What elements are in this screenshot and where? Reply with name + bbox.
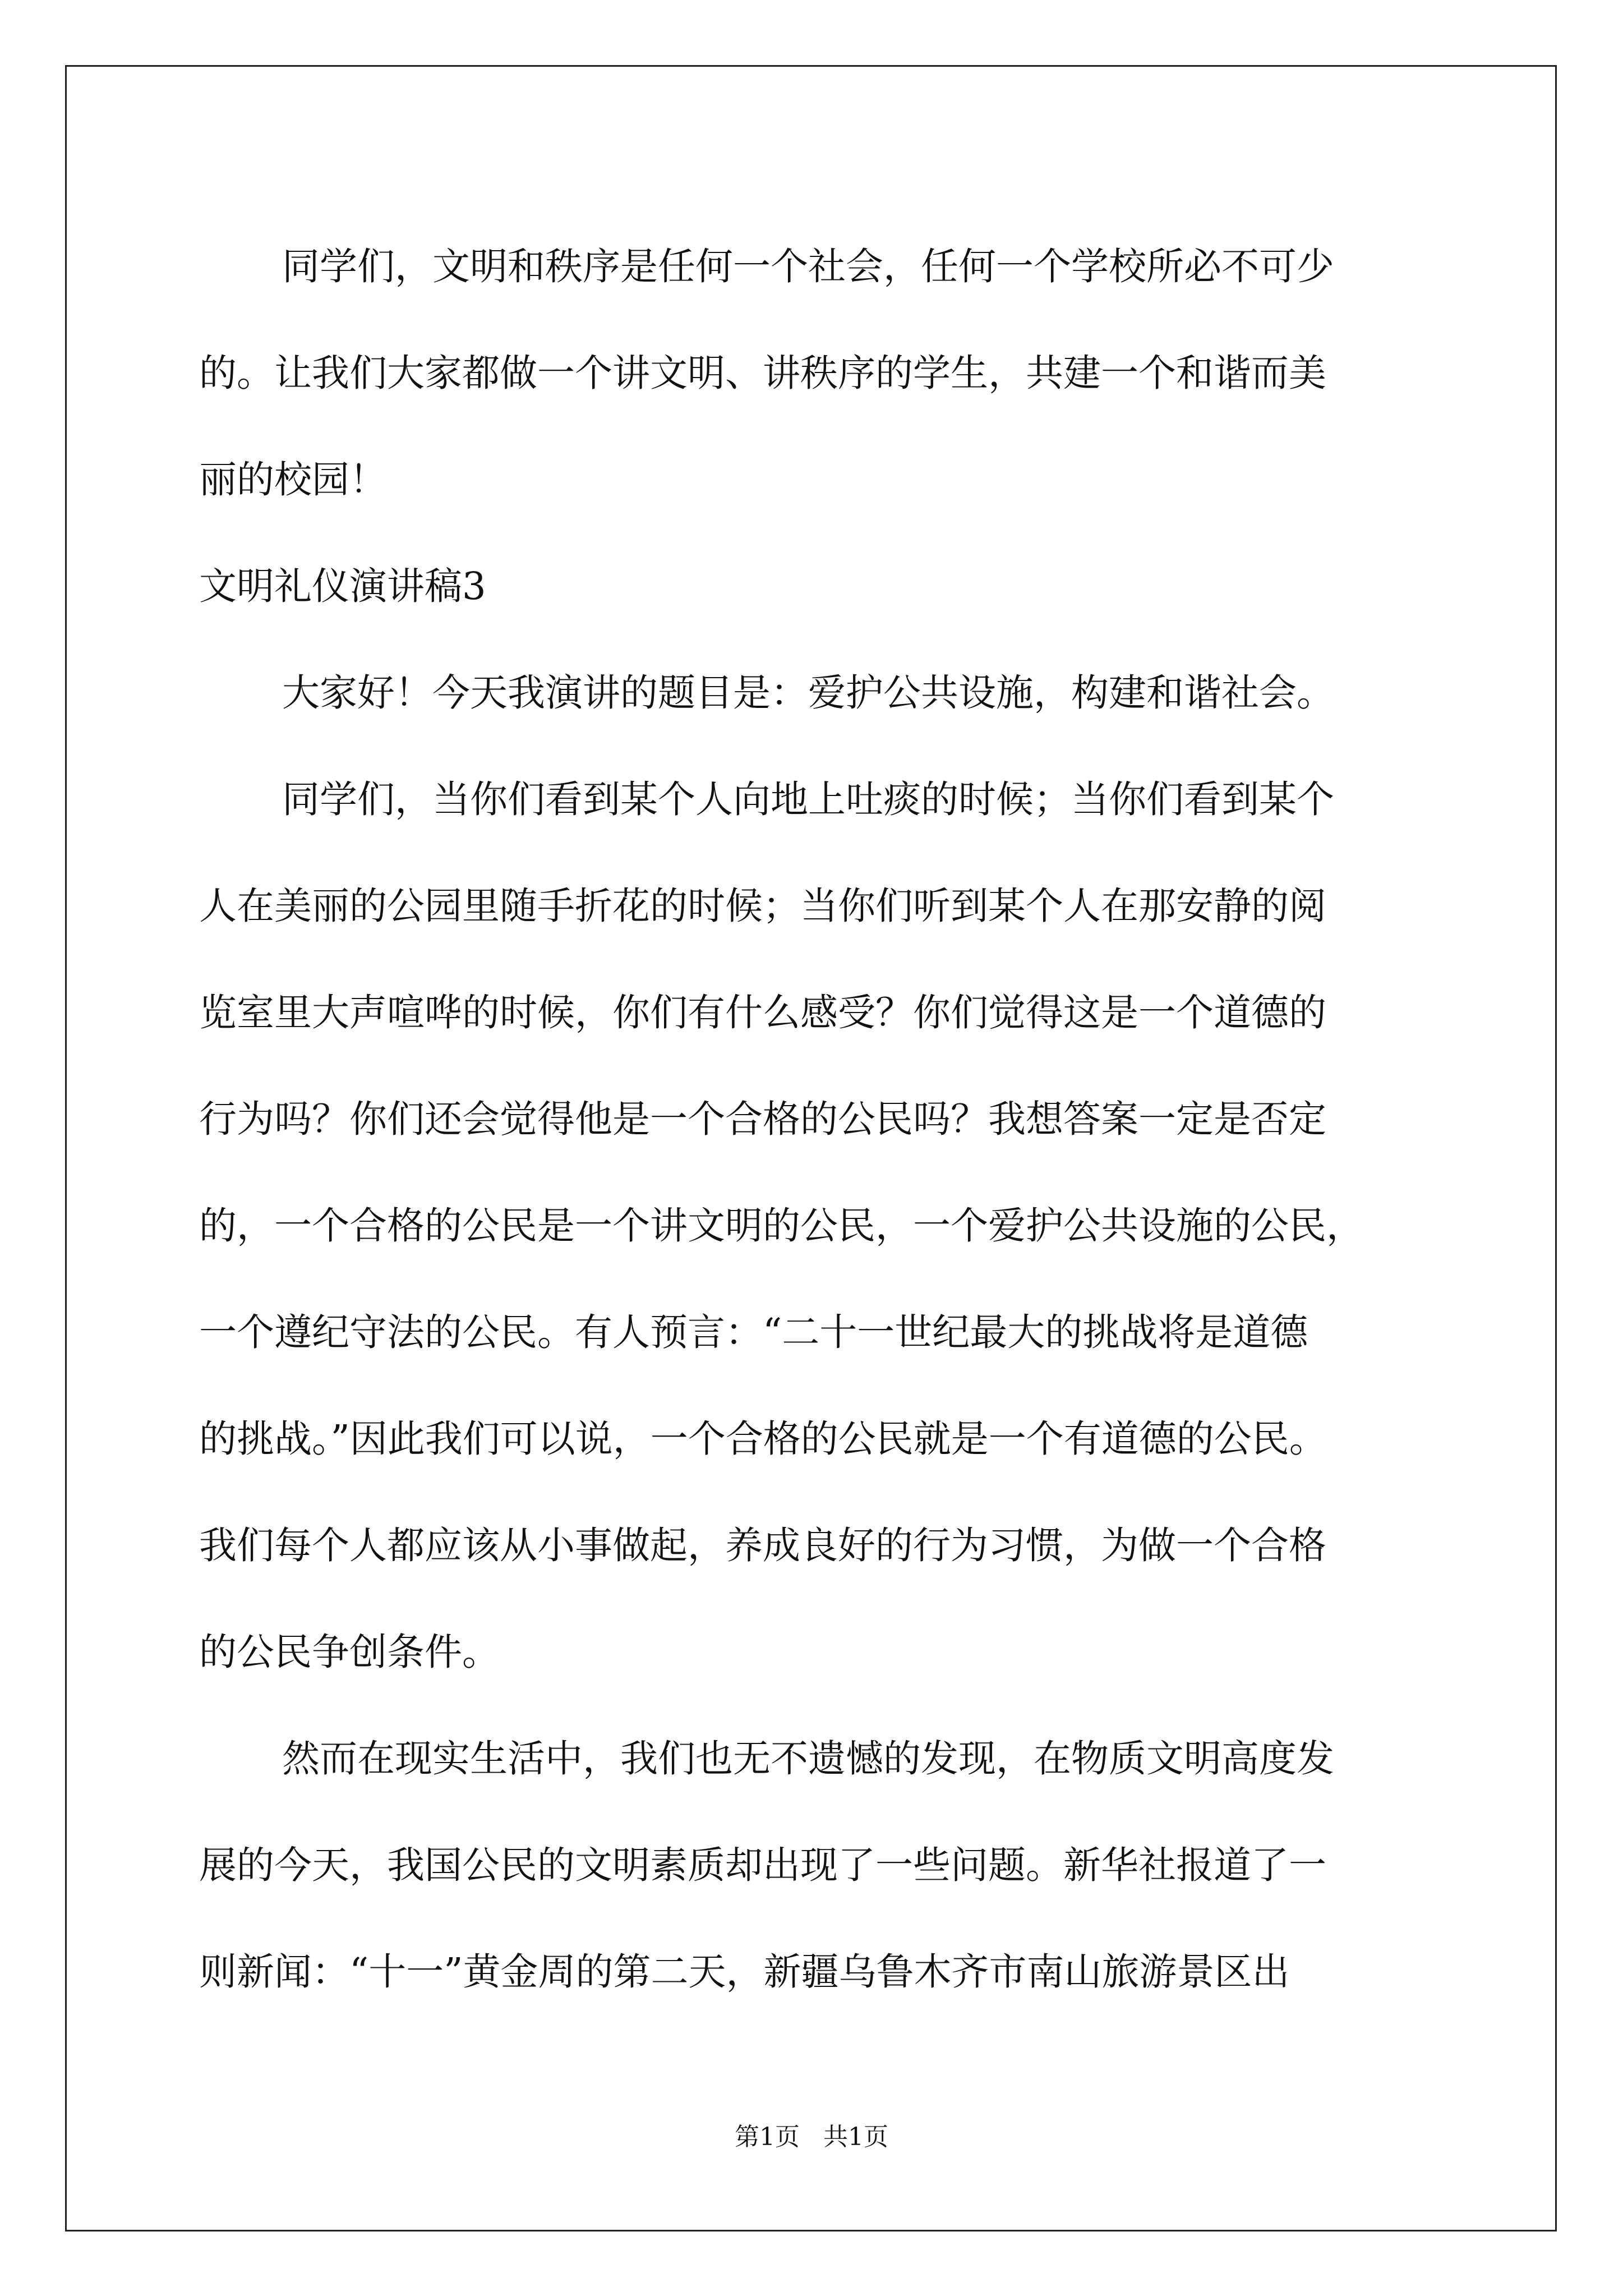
paragraph-line: 的公民争创条件。 <box>199 1630 500 1674</box>
paragraph-line: 我们每个人都应该从小事做起，养成良好的行为习惯，为做一个合格 <box>199 1524 1326 1567</box>
paragraph-line: 大家好！今天我演讲的题目是：爱护公共设施，构建和谐社会。 <box>282 671 1334 715</box>
paragraph-line: 则新闻：“十一”黄金周的第二天，新疆乌鲁木齐市南山旅游景区出 <box>199 1950 1290 1994</box>
paragraph-line: 人在美丽的公园里随手折花的时候；当你们听到某个人在那安静的阅 <box>199 884 1326 928</box>
page-footer: 第1页 共1页 <box>735 2123 888 2151</box>
section-heading: 文明礼仪演讲稿3 <box>199 564 486 608</box>
paragraph-line: 行为吗？你们还会觉得他是一个合格的公民吗？我想答案一定是否定 <box>199 1097 1326 1141</box>
paragraph-line: 同学们，当你们看到某个人向地上吐痰的时候；当你们看到某个 <box>282 777 1334 821</box>
paragraph-line: 的挑战。”因此我们可以说，一个合格的公民就是一个有道德的公民。 <box>199 1417 1327 1461</box>
paragraph-line: 览室里大声喧哗的时候，你们有什么感受？你们觉得这是一个道德的 <box>199 991 1326 1034</box>
paragraph-line: 展的今天，我国公民的文明素质却出现了一些问题。新华社报道了一 <box>199 1843 1326 1887</box>
paragraph-line: 一个遵纪守法的公民。有人预言：“二十一世纪最大的挑战将是道德 <box>199 1310 1308 1354</box>
paragraph-line: 同学们，文明和秩序是任何一个社会，任何一个学校所必不可少 <box>282 245 1334 288</box>
paragraph-line: 丽的校园！ <box>199 458 387 501</box>
document-body <box>199 213 1422 2025</box>
paragraph-line: 的。让我们大家都做一个讲文明、讲秩序的学生，共建一个和谐而美 <box>199 351 1326 395</box>
paragraph-line: 的，一个合格的公民是一个讲文明的公民，一个爱护公共设施的公民， <box>199 1204 1364 1248</box>
paragraph-line: 然而在现实生活中，我们也无不遗憾的发现，在物质文明高度发 <box>282 1737 1334 1780</box>
